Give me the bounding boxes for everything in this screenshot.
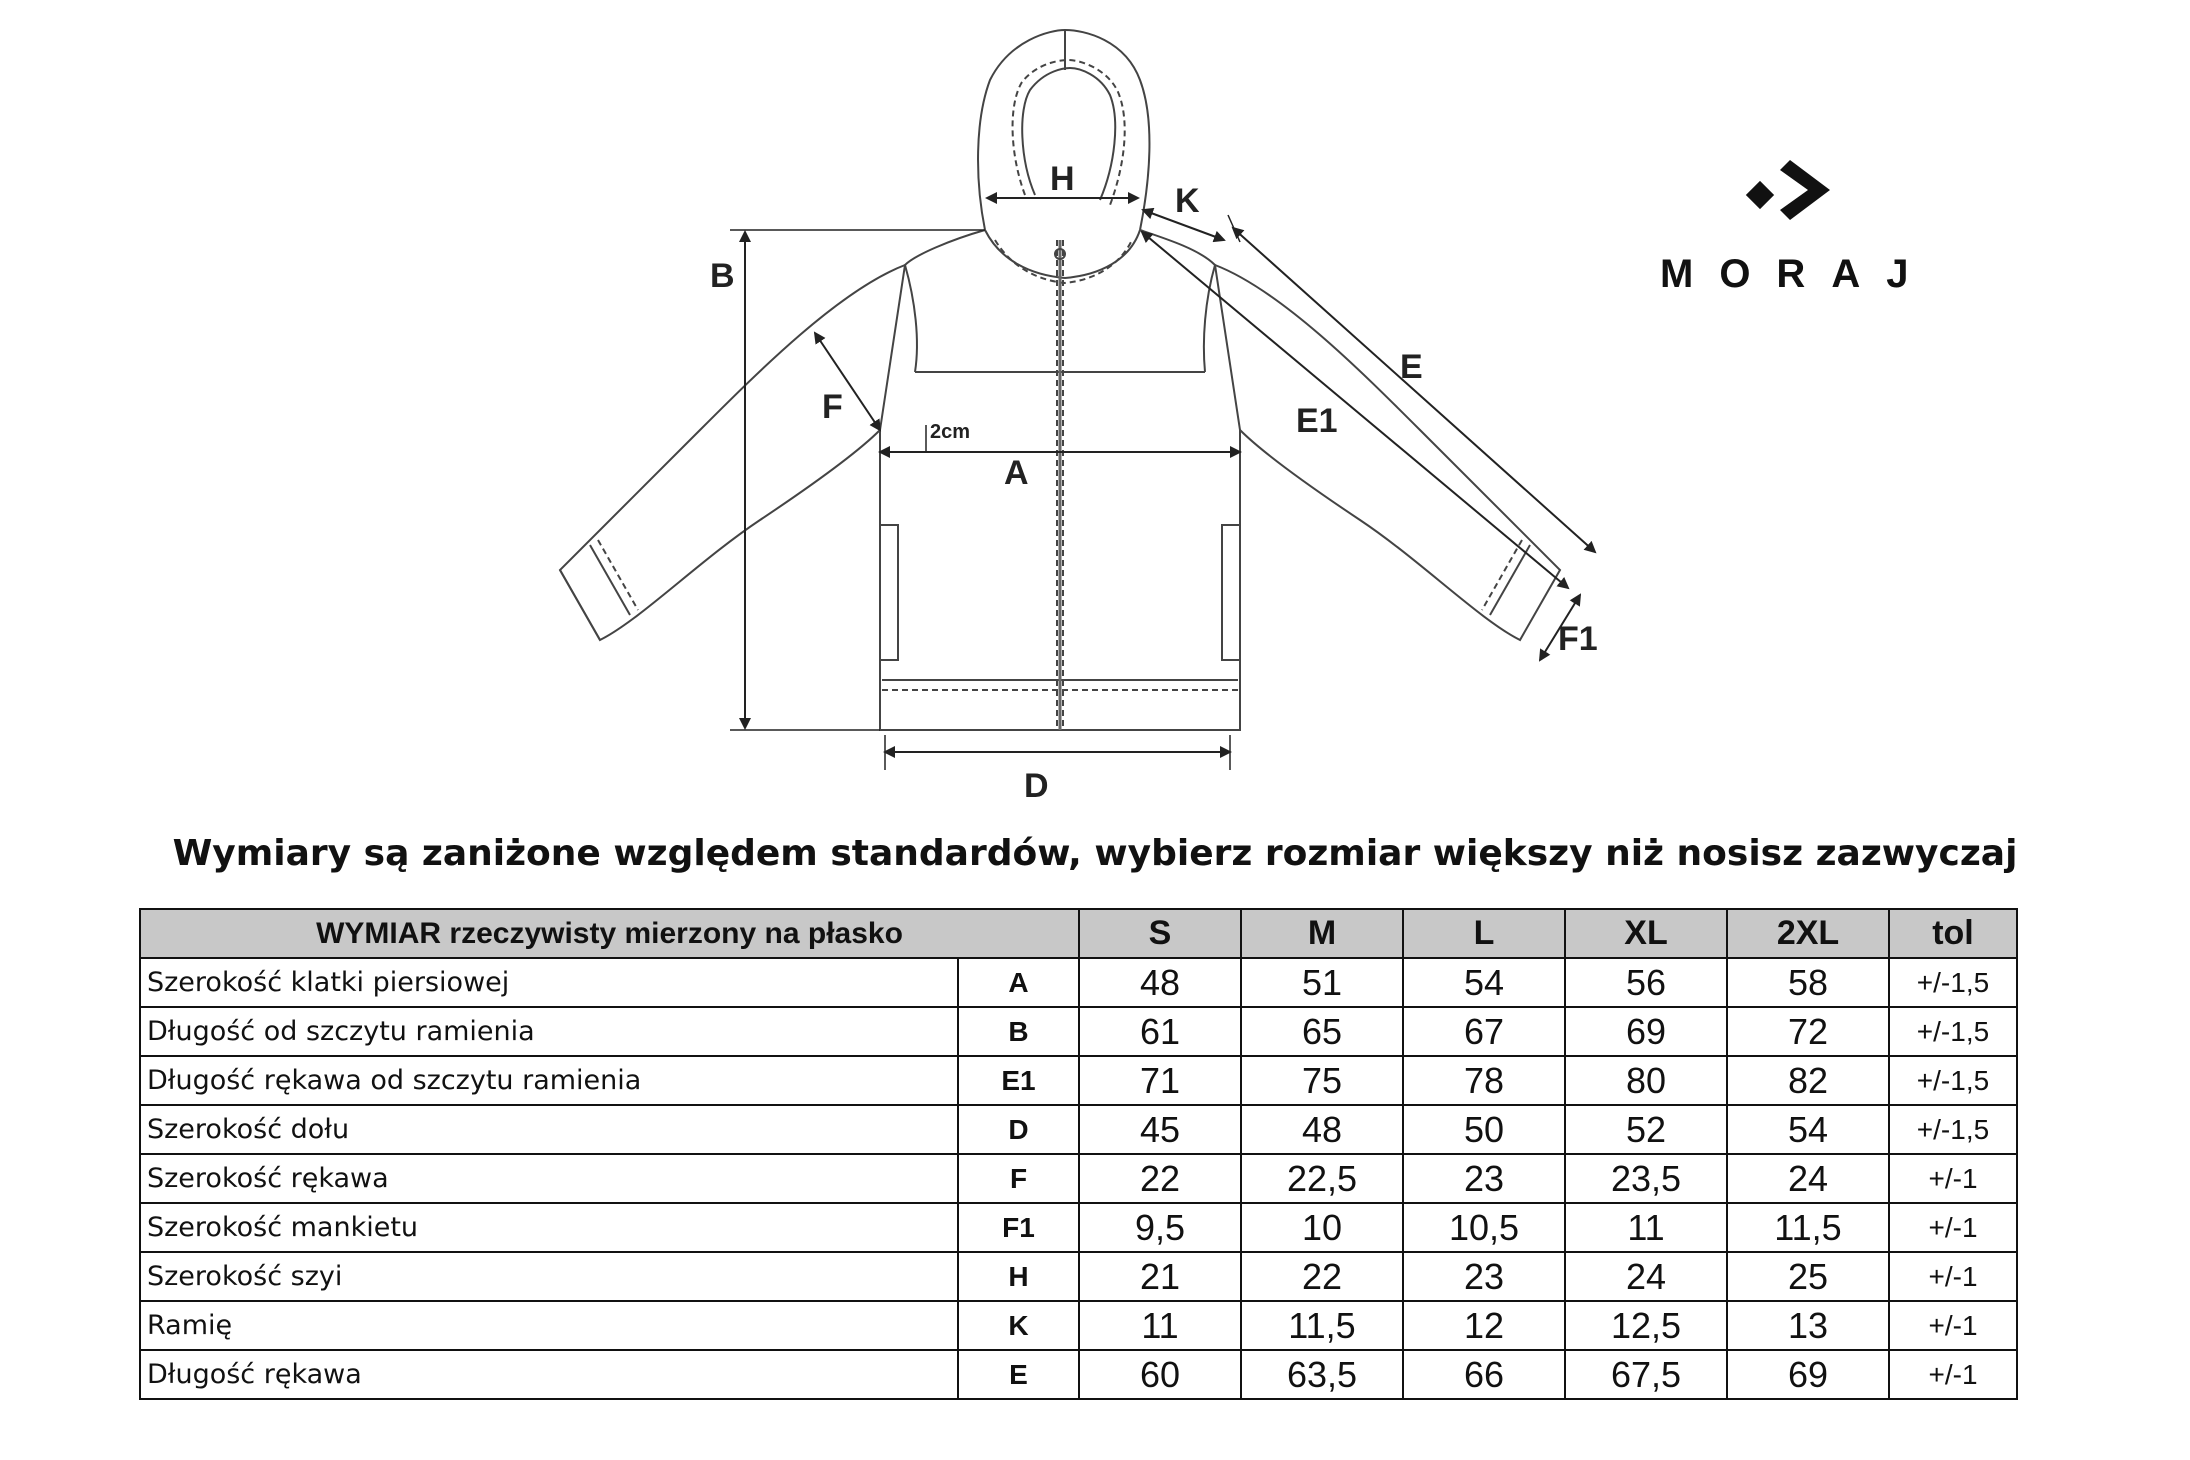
row-value: 69 [1727, 1350, 1889, 1399]
row-value: 23 [1403, 1252, 1565, 1301]
row-value: 69 [1565, 1007, 1727, 1056]
header-size-l: L [1403, 909, 1565, 958]
row-value: 48 [1241, 1105, 1403, 1154]
row-description: Długość rękawa [140, 1350, 958, 1399]
row-description: Szerokość szyi [140, 1252, 958, 1301]
measurement-lines [730, 198, 1595, 770]
row-tolerance: +/-1,5 [1889, 958, 2017, 1007]
row-tolerance: +/-1 [1889, 1252, 2017, 1301]
row-value: 56 [1565, 958, 1727, 1007]
table-row [140, 1056, 2017, 1105]
row-code: B [958, 1007, 1079, 1056]
label-E1: E1 [1296, 402, 1338, 440]
label-E: E [1400, 348, 1423, 386]
row-value: 23 [1403, 1154, 1565, 1203]
row-value: 12,5 [1565, 1301, 1727, 1350]
row-description: Szerokość mankietu [140, 1203, 958, 1252]
label-A: A [1004, 454, 1029, 492]
row-value: 54 [1403, 958, 1565, 1007]
row-value: 11 [1565, 1203, 1727, 1252]
row-value: 50 [1403, 1105, 1565, 1154]
row-value: 67 [1403, 1007, 1565, 1056]
row-tolerance: +/-1 [1889, 1350, 2017, 1399]
row-description: Szerokość rękawa [140, 1154, 958, 1203]
row-description: Długość od szczytu ramienia [140, 1007, 958, 1056]
row-value: 80 [1565, 1056, 1727, 1105]
row-value: 24 [1565, 1252, 1727, 1301]
row-code: K [958, 1301, 1079, 1350]
row-value: 24 [1727, 1154, 1889, 1203]
table-row [140, 1203, 2017, 1252]
label-2cm: 2cm [930, 421, 971, 443]
row-value: 12 [1403, 1301, 1565, 1350]
row-tolerance: +/-1,5 [1889, 1105, 2017, 1154]
row-value: 10 [1241, 1203, 1403, 1252]
row-tolerance: +/-1 [1889, 1154, 2017, 1203]
row-value: 71 [1079, 1056, 1241, 1105]
label-H: H [1050, 160, 1075, 198]
row-value: 45 [1079, 1105, 1241, 1154]
row-code: F [958, 1154, 1079, 1203]
label-D: D [1024, 767, 1049, 805]
row-value: 63,5 [1241, 1350, 1403, 1399]
header-size-m: M [1241, 909, 1403, 958]
row-value: 52 [1565, 1105, 1727, 1154]
table-row [140, 1105, 2017, 1154]
header-size-2xl: 2XL [1727, 909, 1889, 958]
size-notice: Wymiary są zaniżone względem standardów, wybierz rozmiar większy niż nosisz zazwyczaj [172, 833, 2018, 874]
row-value: 25 [1727, 1252, 1889, 1301]
table-row [140, 1154, 2017, 1203]
row-description: Szerokość klatki piersiowej [140, 958, 958, 1007]
row-tolerance: +/-1 [1889, 1301, 2017, 1350]
row-value: 72 [1727, 1007, 1889, 1056]
row-value: 60 [1079, 1350, 1241, 1399]
row-code: E1 [958, 1056, 1079, 1105]
table-row [140, 1007, 2017, 1056]
measurement-labels [710, 160, 1598, 805]
row-value: 65 [1241, 1007, 1403, 1056]
row-value: 11 [1079, 1301, 1241, 1350]
row-value: 21 [1079, 1252, 1241, 1301]
row-value: 11,5 [1727, 1203, 1889, 1252]
row-code: A [958, 958, 1079, 1007]
row-value: 54 [1727, 1105, 1889, 1154]
row-code: H [958, 1252, 1079, 1301]
row-value: 22 [1079, 1154, 1241, 1203]
table-body [140, 958, 2017, 1399]
header-size-s: S [1079, 909, 1241, 958]
header-tolerance: tol [1889, 909, 2017, 958]
row-code: D [958, 1105, 1079, 1154]
label-F1: F1 [1558, 620, 1598, 658]
row-tolerance: +/-1,5 [1889, 1056, 2017, 1105]
table-row [140, 1301, 2017, 1350]
label-K: K [1175, 182, 1200, 220]
brand-name: MORAJ [1660, 252, 1935, 296]
row-value: 82 [1727, 1056, 1889, 1105]
row-value: 75 [1241, 1056, 1403, 1105]
row-value: 13 [1727, 1301, 1889, 1350]
table-header-row [140, 909, 2017, 958]
header-measurement: WYMIAR rzeczywisty mierzony na płasko [140, 909, 1079, 958]
row-value: 11,5 [1241, 1301, 1403, 1350]
row-description: Szerokość dołu [140, 1105, 958, 1154]
row-value: 58 [1727, 958, 1889, 1007]
table-row [140, 1252, 2017, 1301]
row-code: E [958, 1350, 1079, 1399]
row-tolerance: +/-1,5 [1889, 1007, 2017, 1056]
table-row [140, 1350, 2017, 1399]
row-code: F1 [958, 1203, 1079, 1252]
row-value: 23,5 [1565, 1154, 1727, 1203]
row-value: 22 [1241, 1252, 1403, 1301]
table-row [140, 958, 2017, 1007]
row-tolerance: +/-1 [1889, 1203, 2017, 1252]
row-value: 78 [1403, 1056, 1565, 1105]
row-value: 9,5 [1079, 1203, 1241, 1252]
row-description: Ramię [140, 1301, 958, 1350]
row-value: 48 [1079, 958, 1241, 1007]
header-size-xl: XL [1565, 909, 1727, 958]
row-value: 10,5 [1403, 1203, 1565, 1252]
label-F: F [822, 388, 843, 426]
row-description: Długość rękawa od szczytu ramienia [140, 1056, 958, 1105]
row-value: 66 [1403, 1350, 1565, 1399]
row-value: 51 [1241, 958, 1403, 1007]
size-table [139, 908, 2018, 1400]
label-B: B [710, 257, 735, 295]
row-value: 61 [1079, 1007, 1241, 1056]
row-value: 67,5 [1565, 1350, 1727, 1399]
row-value: 22,5 [1241, 1154, 1403, 1203]
